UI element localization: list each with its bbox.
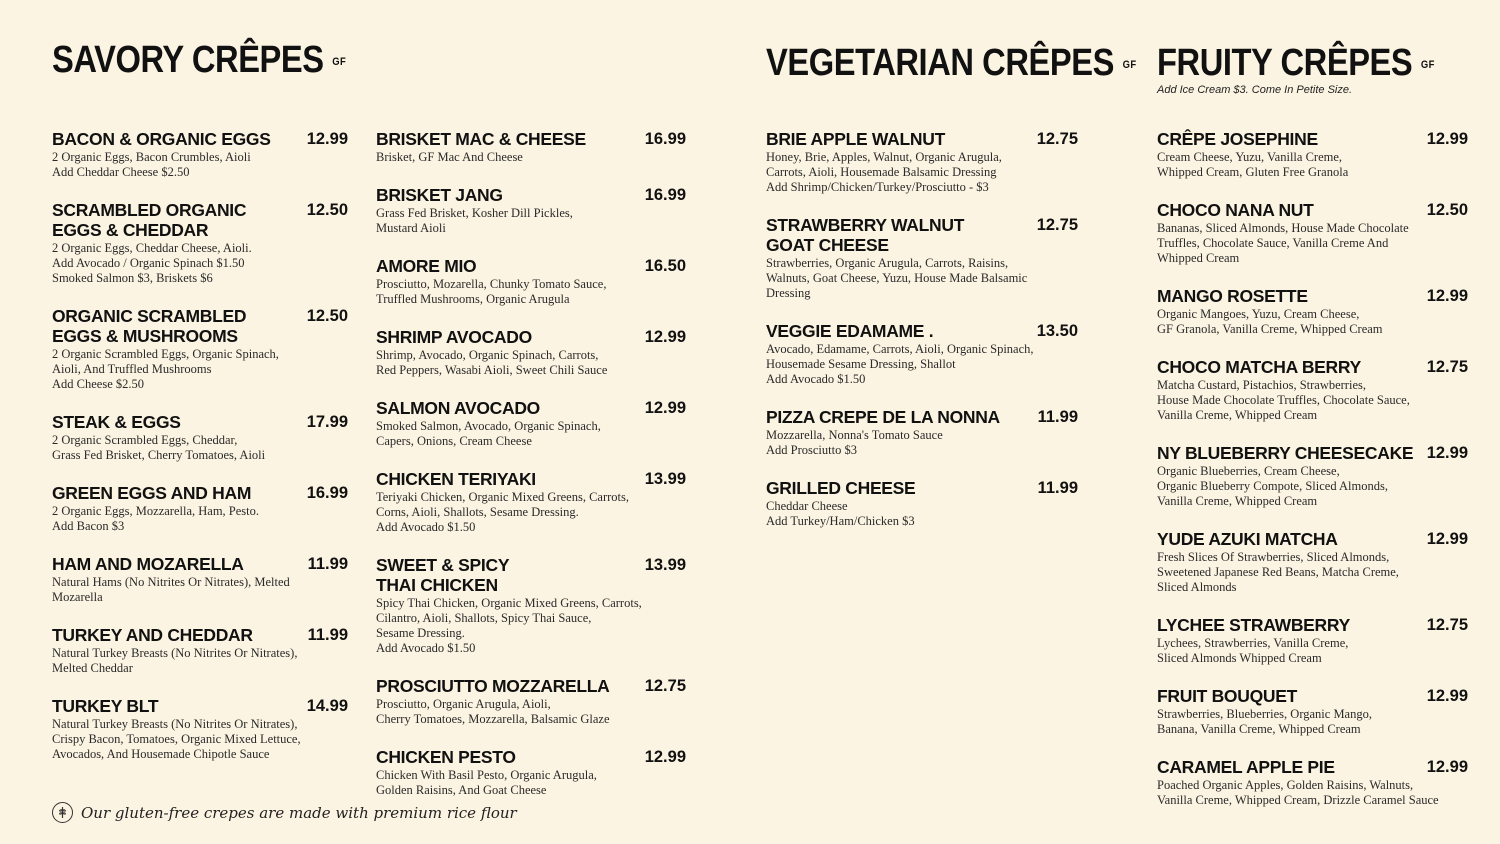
menu-item-description xyxy=(766,499,1078,529)
menu-item-description-line: Add Cheddar Cheese $2.50 xyxy=(52,165,190,179)
menu-item xyxy=(376,676,686,727)
menu-item-description xyxy=(376,768,686,798)
menu-item-name xyxy=(766,407,1000,427)
menu-item-name xyxy=(376,256,476,276)
menu-item-name-line: GOAT CHEESE xyxy=(766,235,889,255)
menu-item-description-line: Fresh Slices Of Strawberries, Sliced Almonds, xyxy=(1157,550,1390,564)
menu-item-name-line: YUDE AZUKI MATCHA xyxy=(1157,529,1338,549)
menu-item-description xyxy=(1157,550,1468,595)
menu-item-description-line: 2 Organic Scrambled Eggs, Cheddar, xyxy=(52,433,238,447)
menu-item-name-line: AMORE MIO xyxy=(376,256,477,276)
menu-item-name-line: PROSCIUTTO MOZZARELLA xyxy=(376,676,610,696)
menu-item-description xyxy=(376,206,686,236)
menu-item-description-line: Vanilla Creme, Whipped Cream xyxy=(1157,408,1318,422)
menu-item-header xyxy=(1157,357,1468,377)
menu-item-description xyxy=(376,419,686,449)
menu-item-price: 12.99 xyxy=(1426,530,1468,548)
menu-item-price: 11.99 xyxy=(307,555,348,573)
menu-item-description-line: Dressing xyxy=(766,286,811,300)
menu-item-description-line: Truffled Mushrooms, Organic Arugula xyxy=(376,292,570,306)
menu-item-header xyxy=(52,412,348,432)
menu-item-description-line: Add Avocado $1.50 xyxy=(376,641,476,655)
menu-item xyxy=(376,185,686,236)
menu-item-name-line: BRIE APPLE WALNUT xyxy=(766,129,945,149)
menu-item-header xyxy=(1157,615,1468,635)
menu-item-description-line: Walnuts, Goat Cheese, Yuzu, House Made Balsamic xyxy=(766,271,1028,285)
menu-item-name xyxy=(1157,757,1335,777)
menu-item-name xyxy=(52,483,251,503)
menu-item xyxy=(766,215,1078,301)
menu-item-name xyxy=(376,185,503,205)
menu-item-description xyxy=(1157,307,1468,337)
menu-item-name-line: MANGO ROSETTE xyxy=(1157,286,1308,306)
menu-item-price: 12.75 xyxy=(644,677,686,695)
menu-item-header xyxy=(766,407,1078,427)
menu-item-name-line: HAM AND MOZARELLA xyxy=(52,554,244,574)
gf-badge: GF xyxy=(1122,59,1137,71)
menu-item-name-line: BACON & ORGANIC EGGS xyxy=(52,129,271,149)
menu-item-description-line: Strawberries, Organic Arugula, Carrots, Raisins, xyxy=(766,256,1009,270)
menu-item-description xyxy=(766,256,1078,301)
menu-item xyxy=(52,554,348,605)
menu-item-description-line: Add Avocado $1.50 xyxy=(376,520,476,534)
menu-item-description-line: 2 Organic Eggs, Bacon Crumbles, Aioli xyxy=(52,150,251,164)
menu-item-header xyxy=(1157,443,1468,463)
menu-item-header xyxy=(1157,757,1468,777)
menu-item-name-line: GREEN EGGS AND HAM xyxy=(52,483,252,503)
menu-item-description-line: Sesame Dressing. xyxy=(376,626,465,640)
menu-item-price: 11.99 xyxy=(307,626,348,644)
menu-item-header xyxy=(766,478,1078,498)
menu-item-name xyxy=(52,696,158,716)
menu-item xyxy=(1157,129,1468,180)
menu-item xyxy=(1157,200,1468,266)
menu-item-price: 12.99 xyxy=(306,130,348,148)
menu-item-name-line: CHICKEN PESTO xyxy=(376,747,516,767)
footer-text: Our gluten-free crepes are made with premium rice flour xyxy=(81,803,517,822)
menu-item-price: 12.99 xyxy=(1426,758,1468,776)
menu-item-price: 16.99 xyxy=(306,484,348,502)
menu-item-description-line: Bananas, Sliced Almonds, House Made Chocolate xyxy=(1157,221,1409,235)
menu-item xyxy=(1157,286,1468,337)
menu-item-header xyxy=(52,554,348,574)
menu-item-description-line: Brisket, GF Mac And Cheese xyxy=(376,150,523,164)
menu-item-price: 16.99 xyxy=(644,130,686,148)
menu-item-description-line: Grass Fed Brisket, Cherry Tomatoes, Aioli xyxy=(52,448,266,462)
menu-item-header xyxy=(376,129,686,149)
menu-item-name xyxy=(1157,686,1297,706)
menu-item-name xyxy=(1157,286,1308,306)
menu-item xyxy=(766,407,1078,458)
menu-item-name xyxy=(376,469,536,489)
menu-item-description-line: Sweetened Japanese Red Beans, Matcha Creme, xyxy=(1157,565,1399,579)
menu-item xyxy=(1157,357,1468,423)
menu-item-name xyxy=(376,555,509,595)
menu-item xyxy=(376,469,686,535)
menu-item-description-line: House Made Chocolate Truffles, Chocolate Sauce, xyxy=(1157,393,1410,407)
menu-item-description-line: Sliced Almonds xyxy=(1157,580,1237,594)
menu-item-description-line: Add Bacon $3 xyxy=(52,519,125,533)
menu-item-description-line: GF Granola, Vanilla Creme, Whipped Cream xyxy=(1157,322,1383,336)
menu-item-description-line: Add Turkey/Ham/Chicken $3 xyxy=(766,514,915,528)
menu-item xyxy=(376,555,686,656)
menu-item-name-line: SWEET & SPICY xyxy=(376,555,510,575)
menu-item-header xyxy=(376,398,686,418)
menu-item-header xyxy=(376,555,686,595)
menu-item-name-line: EGGS & CHEDDAR xyxy=(52,220,209,240)
menu-item-header xyxy=(376,327,686,347)
menu-item-name-line: CRÊPE JOSEPHINE xyxy=(1157,129,1318,149)
menu-item-description xyxy=(766,342,1078,387)
menu-item-price: 12.99 xyxy=(1426,287,1468,305)
menu-item-header xyxy=(1157,200,1468,220)
fruity-column xyxy=(1157,129,1468,828)
menu-item-name-line: CHICKEN TERIYAKI xyxy=(376,469,536,489)
menu-item xyxy=(1157,443,1468,509)
menu-item-name xyxy=(1157,129,1318,149)
menu-item xyxy=(766,478,1078,529)
menu-item-description xyxy=(52,241,348,286)
menu-item-description-line: Prosciutto, Mozarella, Chunky Tomato Sauce, xyxy=(376,277,607,291)
menu-item-description-line: Organic Blueberries, Cream Cheese, xyxy=(1157,464,1340,478)
menu-item-description-line: Capers, Onions, Cream Cheese xyxy=(376,434,532,448)
menu-item-description-line: 2 Organic Eggs, Mozzarella, Ham, Pesto. xyxy=(52,504,260,518)
menu-item-header xyxy=(52,625,348,645)
menu-item-description xyxy=(376,596,686,656)
menu-item xyxy=(376,398,686,449)
menu-item-description-line: Avocados, And Housemade Chipotle Sauce xyxy=(52,747,270,761)
menu-item-description xyxy=(1157,221,1468,266)
menu-item-description xyxy=(52,575,348,605)
menu-item-name-line: BRISKET MAC & CHEESE xyxy=(376,129,586,149)
menu-item-price: 13.99 xyxy=(644,470,686,488)
menu-item-header xyxy=(1157,286,1468,306)
menu-item-description-line: Spicy Thai Chicken, Organic Mixed Greens, Carrots, xyxy=(376,596,642,610)
menu-item-name xyxy=(1157,200,1314,220)
menu-item-description-line: Vanilla Creme, Whipped Cream, Drizzle Caramel Sauce xyxy=(1157,793,1439,807)
menu-item-price: 16.99 xyxy=(644,186,686,204)
menu-item-header xyxy=(376,676,686,696)
menu-item-description-line: Cherry Tomatoes, Mozzarella, Balsamic Glaze xyxy=(376,712,610,726)
menu-item-description xyxy=(1157,150,1468,180)
fruity-subtitle: Add Ice Cream $3. Come In Petite Size. xyxy=(1157,84,1353,96)
menu-item xyxy=(766,321,1078,387)
menu-item xyxy=(376,747,686,798)
menu-item-description xyxy=(376,150,686,165)
menu-item-name xyxy=(52,625,253,645)
menu-item xyxy=(52,306,348,392)
menu-item-description xyxy=(766,428,1078,458)
menu-item xyxy=(52,483,348,534)
menu-item-description-line: Golden Raisins, And Goat Cheese xyxy=(376,783,547,797)
menu-item-header xyxy=(376,185,686,205)
menu-item-name xyxy=(1157,357,1361,377)
menu-item-description-line: Natural Turkey Breasts (No Nitrites Or Nitrates), xyxy=(52,646,298,660)
menu-item-price: 11.99 xyxy=(1037,479,1078,497)
menu-item-description-line: Lychees, Strawberries, Vanilla Creme, xyxy=(1157,636,1349,650)
menu-item-description-line: Aioli, And Truffled Mushrooms xyxy=(52,362,212,376)
savory-title: SAVORY CRÊPES $^{GF}$ xyxy=(52,39,347,81)
menu-item-header xyxy=(766,129,1078,149)
menu-item-description-line: Add Cheese $2.50 xyxy=(52,377,144,391)
menu-item-name-line: ORGANIC SCRAMBLED xyxy=(52,306,247,326)
vegetarian-column xyxy=(766,129,1078,549)
menu-item-header xyxy=(52,483,348,503)
menu-item-name xyxy=(766,129,945,149)
menu-item-description-line: Cream Cheese, Yuzu, Vanilla Creme, xyxy=(1157,150,1343,164)
menu-item-price: 17.99 xyxy=(306,413,348,431)
menu-item-name xyxy=(1157,529,1338,549)
menu-item-description-line: Add Shrimp/Chicken/Turkey/Prosciutto - $3 xyxy=(766,180,989,194)
menu-item xyxy=(766,129,1078,195)
menu-item-name xyxy=(52,129,271,149)
menu-item-name xyxy=(376,129,586,149)
menu-item-description-line: 2 Organic Eggs, Cheddar Cheese, Aioli. xyxy=(52,241,252,255)
menu-item-description xyxy=(1157,464,1468,509)
menu-item xyxy=(52,129,348,180)
menu-item-price: 12.99 xyxy=(1426,444,1468,462)
menu-item-header xyxy=(52,129,348,149)
menu-item-description-line: Strawberries, Blueberries, Organic Mango, xyxy=(1157,707,1372,721)
menu-item-price: 12.75 xyxy=(1036,130,1078,148)
menu-item-description xyxy=(1157,378,1468,423)
menu-item-price: 12.99 xyxy=(644,399,686,417)
menu-item-price: 16.50 xyxy=(644,257,686,275)
menu-item-name-line: TURKEY BLT xyxy=(52,696,159,716)
menu-item-description xyxy=(1157,778,1468,808)
menu-item-header xyxy=(1157,129,1468,149)
menu-item-description-line: Grass Fed Brisket, Kosher Dill Pickles, xyxy=(376,206,573,220)
menu-item-name xyxy=(376,398,540,418)
menu-item-price: 12.75 xyxy=(1036,216,1078,234)
menu-item-header xyxy=(52,200,348,240)
menu-item-header xyxy=(766,321,1078,341)
menu-item-description-line: Whipped Cream xyxy=(1157,251,1240,265)
menu-item xyxy=(1157,757,1468,808)
menu-item-price: 14.99 xyxy=(306,697,348,715)
menu-item-description-line: Smoked Salmon $3, Briskets $6 xyxy=(52,271,213,285)
menu-item-description xyxy=(52,433,348,463)
menu-item-name xyxy=(1157,443,1413,463)
menu-item-description-line: Mustard Aioli xyxy=(376,221,446,235)
menu-item-name-line: SALMON AVOCADO xyxy=(376,398,540,418)
menu-item-description-line: Chicken With Basil Pesto, Organic Arugula, xyxy=(376,768,597,782)
menu-item xyxy=(376,327,686,378)
menu-item-name-line: SCRAMBLED ORGANIC xyxy=(52,200,247,220)
menu-item-header xyxy=(376,747,686,767)
menu-item-description-line: Cheddar Cheese xyxy=(766,499,848,513)
menu-item-name xyxy=(376,747,516,767)
savory-column-2 xyxy=(376,129,686,818)
menu-item-name xyxy=(376,327,532,347)
menu-item-price: 12.99 xyxy=(644,748,686,766)
gf-badge: GF xyxy=(332,56,347,68)
menu-item-description xyxy=(1157,636,1468,666)
menu-item-description-line: Add Prosciutto $3 xyxy=(766,443,857,457)
menu-item-price: 12.99 xyxy=(644,328,686,346)
menu-item-name-line: NY BLUEBERRY CHEESECAKE xyxy=(1157,443,1414,463)
menu-item xyxy=(376,129,686,165)
menu-item-description xyxy=(52,504,348,534)
menu-item-description-line: Whipped Cream, Gluten Free Granola xyxy=(1157,165,1349,179)
wheat-icon xyxy=(52,802,73,823)
menu-item xyxy=(52,412,348,463)
menu-item-name xyxy=(766,478,915,498)
footer-note xyxy=(52,802,517,823)
menu-item-name-line: VEGGIE EDAMAME . xyxy=(766,321,934,341)
menu-item-price: 12.50 xyxy=(306,201,348,219)
menu-item-price: 12.75 xyxy=(1426,358,1468,376)
menu-item-description-line: Add Avocado / Organic Spinach $1.50 xyxy=(52,256,245,270)
menu-item-description xyxy=(376,348,686,378)
menu-item-name-line: EGGS & MUSHROOMS xyxy=(52,326,238,346)
menu-item-price: 12.99 xyxy=(1426,687,1468,705)
menu-item-description-line: Carrots, Aioli, Housemade Balsamic Dressing xyxy=(766,165,997,179)
menu-item-name-line: GRILLED CHEESE xyxy=(766,478,916,498)
menu-item-name xyxy=(52,200,246,240)
menu-item-name xyxy=(766,215,964,255)
menu-item-name xyxy=(1157,615,1350,635)
menu-item-header xyxy=(1157,686,1468,706)
menu-item-description-line: Housemade Sesame Dressing, Shallot xyxy=(766,357,956,371)
menu-item-header xyxy=(766,215,1078,255)
menu-item-description-line: Cilantro, Aioli, Shallots, Spicy Thai Sauce, xyxy=(376,611,592,625)
savory-column-1 xyxy=(52,129,348,782)
menu-item-description-line: Natural Turkey Breasts (No Nitrites Or Nitrates), xyxy=(52,717,298,731)
menu-item-price: 12.50 xyxy=(306,307,348,325)
menu-item-name xyxy=(52,306,246,346)
menu-item xyxy=(1157,529,1468,595)
menu-item-description xyxy=(52,646,348,676)
menu-item-description-line: Mozzarella, Nonna's Tomato Sauce xyxy=(766,428,943,442)
menu-item-name-line: STEAK & EGGS xyxy=(52,412,181,432)
menu-item-description xyxy=(52,347,348,392)
menu-item-name-line: CHOCO MATCHA BERRY xyxy=(1157,357,1361,377)
menu-item xyxy=(52,625,348,676)
menu-item-description-line: Vanilla Creme, Whipped Cream xyxy=(1157,494,1318,508)
menu-item-description-line: Avocado, Edamame, Carrots, Aioli, Organic Spinach, xyxy=(766,342,1034,356)
menu-item-description-line: Matcha Custard, Pistachios, Strawberries, xyxy=(1157,378,1366,392)
menu-item-description xyxy=(52,717,348,762)
menu-item-description-line: Prosciutto, Organic Arugula, Aioli, xyxy=(376,697,551,711)
menu-item-description-line: Crispy Bacon, Tomatoes, Organic Mixed Lettuce, xyxy=(52,732,301,746)
menu-item xyxy=(1157,615,1468,666)
menu-item-header xyxy=(376,469,686,489)
menu-item-name-line: CARAMEL APPLE PIE xyxy=(1157,757,1335,777)
menu-item-price: 13.50 xyxy=(1036,322,1078,340)
menu-item-name-line: PIZZA CREPE DE LA NONNA xyxy=(766,407,1000,427)
menu-item-description-line: Sliced Almonds Whipped Cream xyxy=(1157,651,1322,665)
menu-item xyxy=(376,256,686,307)
menu-item-description xyxy=(376,697,686,727)
menu-item-description-line: Organic Mangoes, Yuzu, Cream Cheese, xyxy=(1157,307,1360,321)
menu-item-description-line: Organic Blueberry Compote, Sliced Almonds, xyxy=(1157,479,1388,493)
menu-item-name-line: TURKEY AND CHEDDAR xyxy=(52,625,253,645)
menu-item-description xyxy=(376,490,686,535)
menu-item-name-line: LYCHEE STRAWBERRY xyxy=(1157,615,1350,635)
menu-item-name xyxy=(52,412,181,432)
menu-item-description-line: Add Avocado $1.50 xyxy=(766,372,866,386)
menu-item-name xyxy=(376,676,610,696)
menu-item-description xyxy=(1157,707,1468,737)
vegetarian-title: VEGETARIAN CRÊPES $^{GF}$ xyxy=(766,42,1137,84)
menu-item-description-line: 2 Organic Scrambled Eggs, Organic Spinach, xyxy=(52,347,279,361)
menu-item-price: 12.99 xyxy=(1426,130,1468,148)
menu-item-description-line: Corns, Aioli, Shallots, Sesame Dressing. xyxy=(376,505,579,519)
gf-badge: GF xyxy=(1420,59,1435,71)
menu-item-description xyxy=(766,150,1078,195)
menu-item xyxy=(1157,686,1468,737)
menu-item-price: 12.75 xyxy=(1426,616,1468,634)
menu-item-description-line: Banana, Vanilla Creme, Whipped Cream xyxy=(1157,722,1361,736)
menu-item-description-line: Teriyaki Chicken, Organic Mixed Greens, Carrots, xyxy=(376,490,629,504)
menu-item-description-line: Honey, Brie, Apples, Walnut, Organic Arugula, xyxy=(766,150,1002,164)
menu-item-description-line: Red Peppers, Wasabi Aioli, Sweet Chili Sauce xyxy=(376,363,608,377)
menu-item-description xyxy=(52,150,348,180)
menu-item-name-line: CHOCO NANA NUT xyxy=(1157,200,1314,220)
menu-item-name-line: FRUIT BOUQUET xyxy=(1157,686,1297,706)
menu-item-price: 12.50 xyxy=(1426,201,1468,219)
menu-item-name xyxy=(766,321,933,341)
menu-item-description xyxy=(376,277,686,307)
menu-item-name-line: BRISKET JANG xyxy=(376,185,503,205)
menu-item-name-line: THAI CHICKEN xyxy=(376,575,498,595)
menu-item-name-line: SHRIMP AVOCADO xyxy=(376,327,532,347)
menu-item-description-line: Natural Hams (No Nitrites Or Nitrates), Melted xyxy=(52,575,290,589)
menu-item-description-line: Smoked Salmon, Avocado, Organic Spinach, xyxy=(376,419,601,433)
menu-item-header xyxy=(52,306,348,346)
menu-item-header xyxy=(52,696,348,716)
menu-item-name-line: STRAWBERRY WALNUT xyxy=(766,215,965,235)
menu-item-description-line: Melted Cheddar xyxy=(52,661,133,675)
menu-item-header xyxy=(376,256,686,276)
menu-item-description-line: Shrimp, Avocado, Organic Spinach, Carrots, xyxy=(376,348,599,362)
menu-item-description-line: Truffles, Chocolate Sauce, Vanilla Creme And xyxy=(1157,236,1389,250)
menu-item-description-line: Poached Organic Apples, Golden Raisins, Walnuts, xyxy=(1157,778,1414,792)
menu-item xyxy=(52,200,348,286)
menu-item xyxy=(52,696,348,762)
menu-item-header xyxy=(1157,529,1468,549)
fruity-title: FRUITY CRÊPES $^{GF}$ xyxy=(1157,42,1435,84)
menu-item-price: 11.99 xyxy=(1037,408,1078,426)
menu-item-price: 13.99 xyxy=(644,556,686,574)
menu-item-description-line: Mozarella xyxy=(52,590,103,604)
menu-item-name xyxy=(52,554,244,574)
